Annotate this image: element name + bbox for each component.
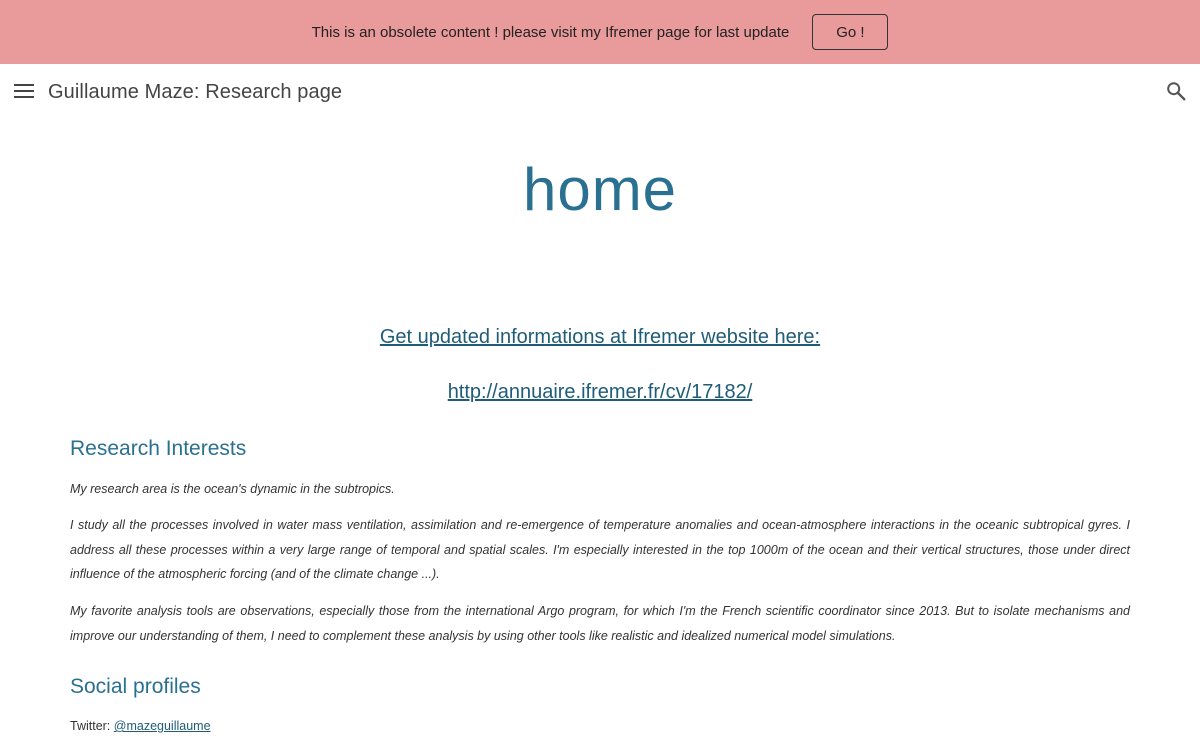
twitter-profile xyxy=(70,719,211,733)
research-paragraph: I study all the processes involved in water mass ventilation, assimilation and re-emergence of temperature anomalies and ocean-atmosphere interactions in the oceanic subtropical gyres. I address all these processes within a very large range of temporal and spatial scales. I'm especially interested in the top 1000m of the ocean and their vertical structures, those under direct influence of the atmospheric forcing (and of the climate change ...). xyxy=(70,518,1130,581)
twitter-link[interactable]: @mazeguillaume xyxy=(113,719,211,733)
research-paragraph: My research area is the ocean's dynamic in the subtropics. xyxy=(70,482,395,496)
site-title[interactable]: Guillaume Maze: Research page xyxy=(48,81,343,103)
ifremer-cv-link[interactable]: http://annuaire.ifremer.fr/cv/17182/ xyxy=(447,381,753,403)
hamburger-menu-icon[interactable] xyxy=(14,84,34,100)
page-title: home xyxy=(522,156,678,223)
obsolete-content-banner xyxy=(0,0,1200,64)
site-header xyxy=(0,64,1200,120)
ifremer-link-line xyxy=(0,326,1200,349)
go-button[interactable]: Go ! xyxy=(812,14,888,50)
social-profiles-heading: Social profiles xyxy=(70,675,201,698)
ifremer-info-link[interactable]: Get updated informations at Ifremer website here: xyxy=(379,326,821,348)
research-interests-heading: Research Interests xyxy=(70,437,247,460)
research-paragraph: My favorite analysis tools are observations, especially those from the international Argo program, for which I'm the French scientific coordinator since 2013. But to isolate mechanisms and improve our understanding of them, I need to complement these analysis by using other tools like realistic and idealized numerical model simulations. xyxy=(70,604,1130,643)
twitter-label: Twitter: xyxy=(70,719,114,733)
search-icon[interactable] xyxy=(1165,80,1187,102)
ifremer-cv-link-line xyxy=(0,381,1200,404)
banner-message: This is an obsolete content ! please visit my Ifremer page for last update xyxy=(311,23,790,41)
